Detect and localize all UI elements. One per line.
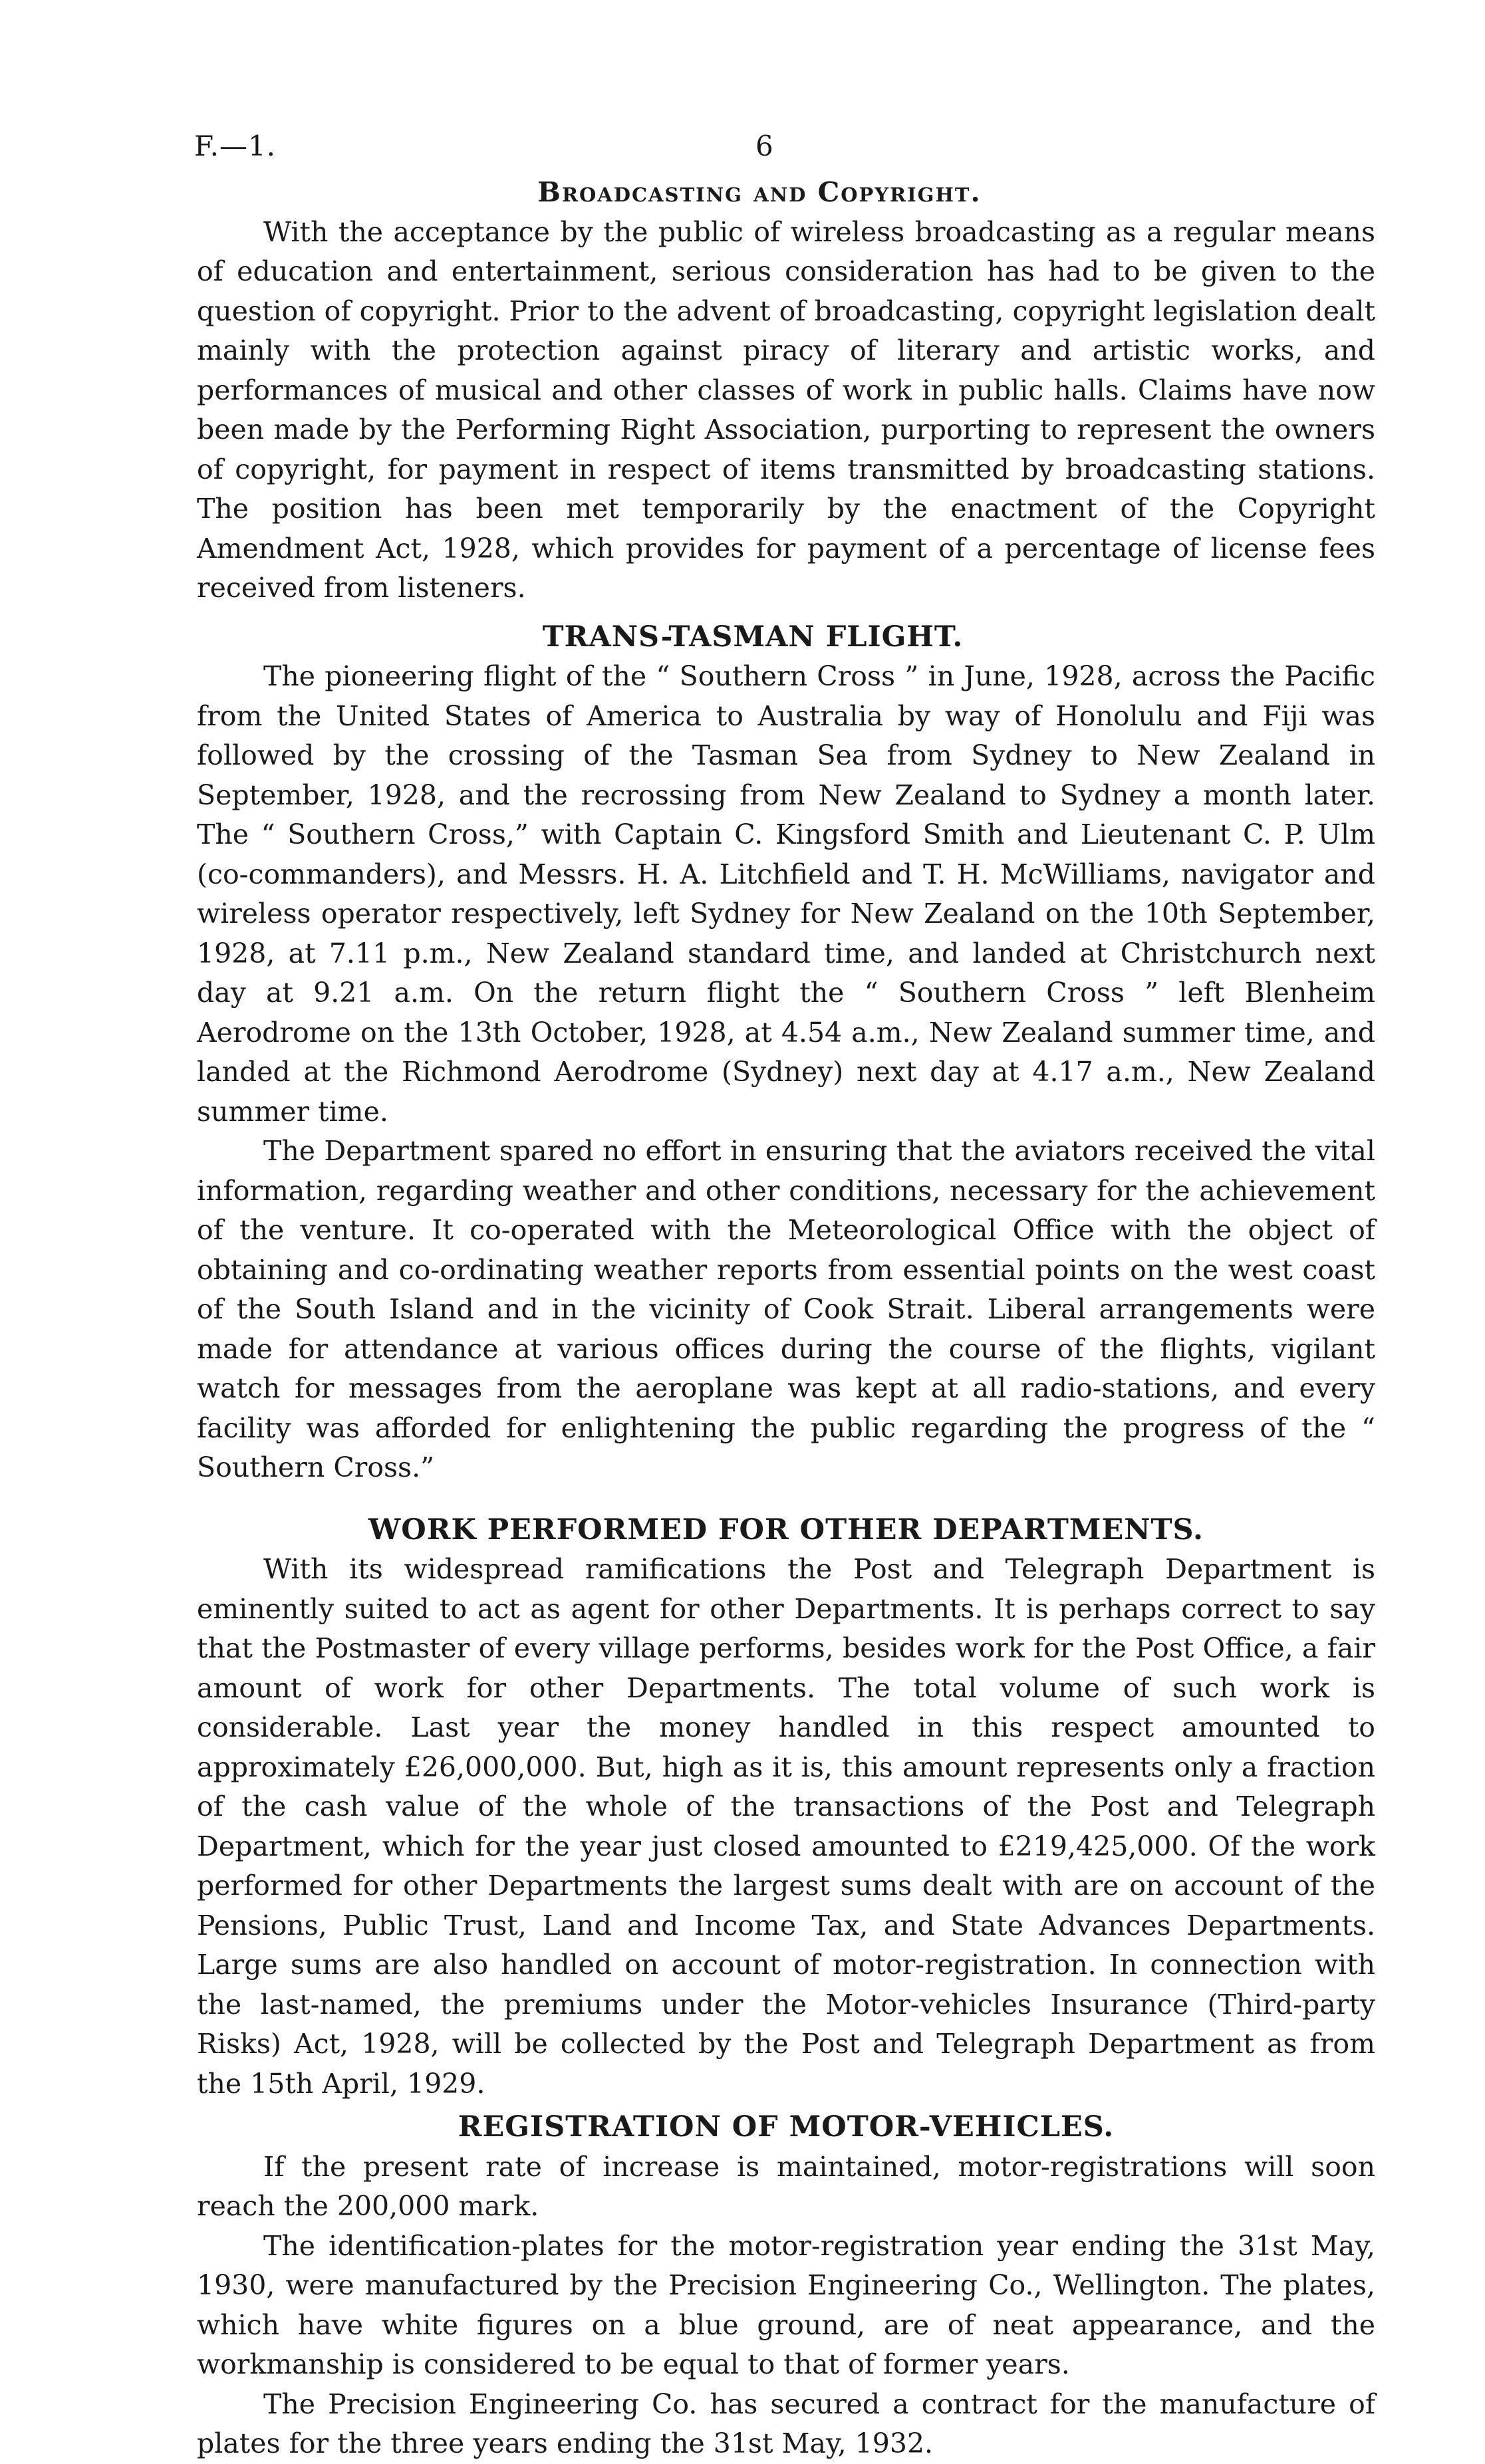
section-title-registration: REGISTRATION OF MOTOR-VEHICLES. [458, 2110, 1115, 2144]
section-title-work-performed: WORK PERFORMED FOR OTHER DEPARTMENTS. [368, 1513, 1204, 1546]
section-broadcasting [197, 173, 1375, 608]
section-registration [197, 2108, 1375, 2464]
page-header [194, 126, 1375, 166]
paragraph: The Department spared no effort in ensuring that the aviators received the vital information, regarding weather and other conditions, necessary for the achievement of the venture. It co-operated with the Meteorological Office with the object of obtaining and co-ordinating weather reports from essential points on the west coast of the South Island and in the vicinity of Cook Strait. Liberal arrangements were made for attendance at various offices during the course of the flights, vigilant watch for messages from the aeroplane was kept at all radio-stations, and every facility was afforded for enlightening the public regarding the progress of the “ Southern Cross.” [197, 1135, 1375, 1483]
page-number: 6 [755, 130, 773, 162]
paragraph: With its widespread ramifications the Post and Telegraph Department is eminently suited to act as agent for other Departments. It is perhaps correct to say that the Postmaster of every village performs, besides work for the Post Office, a fair amount of work for other Departments. The total volume of such work is considerable. Last year the money handled in this respect amounted to approximately £26,000,000. But, high as it is, this amount represents only a fraction of the cash value of the whole of the transactions of the Post and Telegraph Department, which for the year just closed amounted to £219,425,000. Of the work performed for other Departments the largest sums dealt with are on account of the Pensions, Public Trust, Land and Income Tax, and State Advances Departments. Large sums are also handled on account of motor-registration. In connection with the last-named, the premiums under the Motor-vehicles Insurance (Third-party Risks) Act, 1928, will be collected by the Post and Telegraph Department as from the 15th April, 1929. [197, 1553, 1375, 2100]
section-title-broadcasting: Broadcasting and Copyright. [537, 176, 982, 208]
paragraph: The pioneering flight of the “ Southern Cross ” in June, 1928, across the Pacific from the United States of America to Australia by way of Honolulu and Fiji was followed by the crossing of the Tasman Sea from Sydney to New Zealand in September, 1928, and the recrossing from New Zealand to Sydney a month later. The “ Southern Cross,” with Captain C. Kingsford Smith and Lieutenant C. P. Ulm (co-commanders), and Messrs. H. A. Litchfield and T. H. McWilliams, navigator and wireless operator respectively, left Sydney for New Zealand on the 10th September, 1928, at 7.11 p.m., New Zealand standard time, and landed at Christchurch next day at 9.21 a.m. On the return flight the “ Southern Cross ” left Blenheim Aerodrome on the 13th October, 1928, at 4.54 a.m., New Zealand summer time, and landed at the Richmond Aerodrome (Sydney) next day at 4.17 a.m., New Zealand summer time. [197, 660, 1375, 1128]
document-page [194, 126, 1375, 2464]
paragraph: If the present rate of increase is maintained, motor-registrations will soon reach the 200,000 mark. [197, 2150, 1375, 2222]
paragraph: The identification-plates for the motor-registration year ending the 31st May, 1930, were manufactured by the Precision Engineering Co., Wellington. The plates, which have white figures on a blue ground, are of neat appearance, and the workmanship is considered to be equal to that of former years. [197, 2229, 1375, 2380]
section-trans-tasman [197, 618, 1375, 1488]
section-work-performed [197, 1511, 1375, 2104]
section-title-trans-tasman: TRANS-TASMAN FLIGHT. [542, 620, 964, 654]
paragraph: With the acceptance by the public of wireless broadcasting as a regular means of education and entertainment, serious consideration has had to be given to the question of copyright. Prior to the advent of broadcasting, copyright legislation dealt mainly with the protection against piracy of literary and artistic works, and performances of musical and other classes of work in public halls. Claims have now been made by the Performing Right Association, purporting to represent the owners of copyright, for payment in respect of items transmitted by broadcasting stations. The position has been met temporarily by the enactment of the Copyright Amendment Act, 1928, which provides for payment of a percentage of license fees received from listeners. [197, 215, 1375, 604]
page-reference: F.—1. [194, 130, 277, 162]
paragraph: The Precision Engineering Co. has secured a contract for the manufacture of plates for the three years ending the 31st May, 1932. [197, 2388, 1375, 2459]
